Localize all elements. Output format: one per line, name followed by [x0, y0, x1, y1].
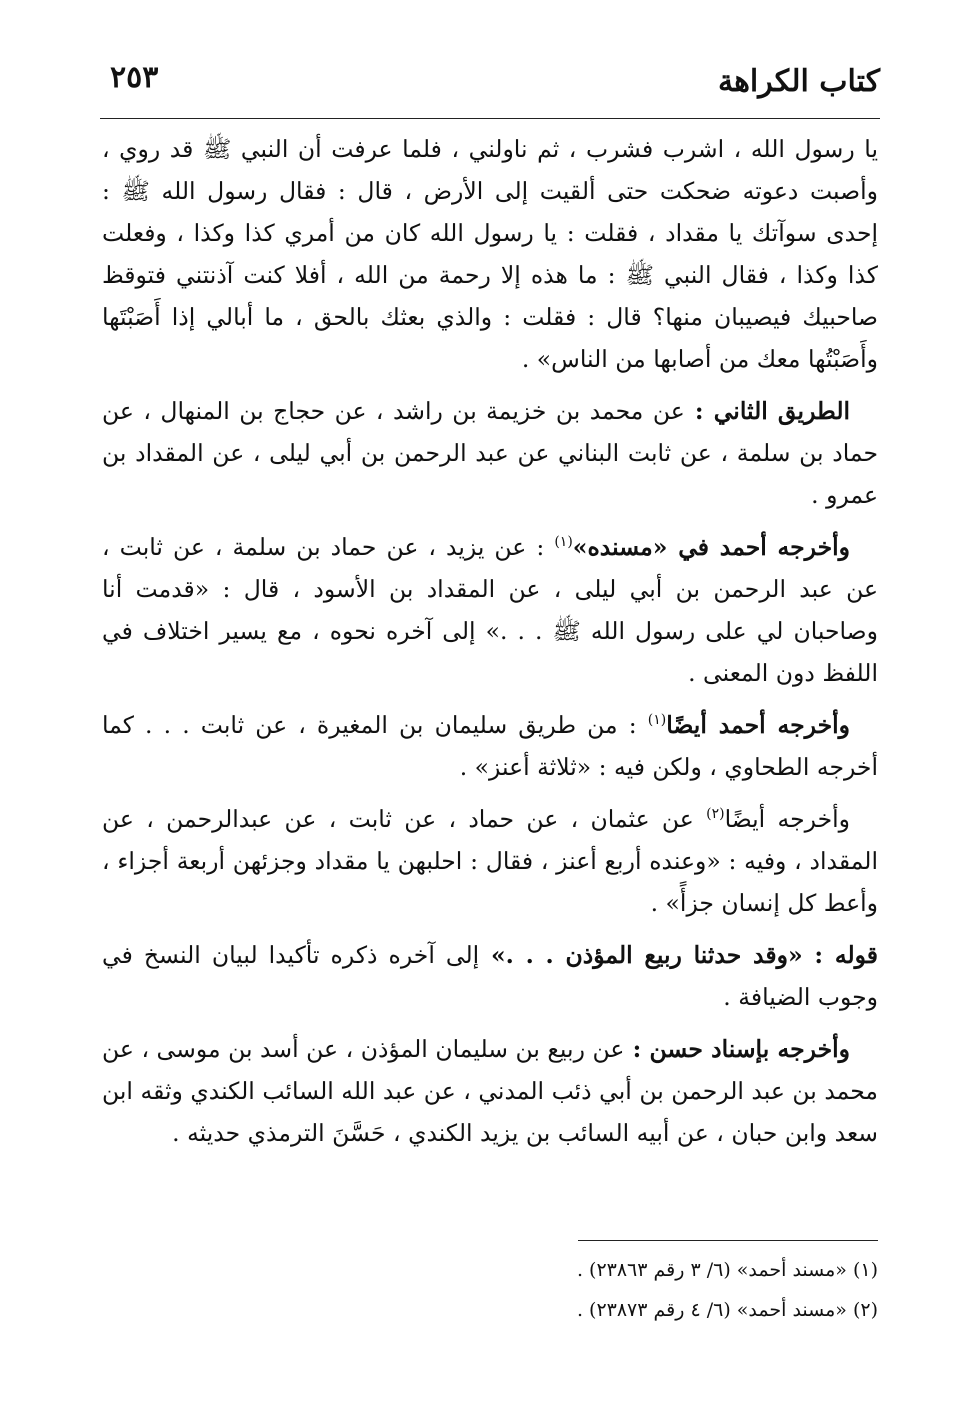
- page-number: ٢٥٣: [110, 60, 159, 95]
- footnote-rule: [578, 1240, 878, 1241]
- text-run: عن ربيع بن سليمان المؤذن ، عن أسد بن موسى ، عن محمد بن عبد الرحمن بن أبي ذئب المدني ، عن عبد الله السائب الكندي وثقه ابن سعد وابن حبان ، عن أبيه السائب بن يزيد الكندي ، حَسَّنَ الترمذي حديثه .: [102, 1035, 878, 1147]
- footnote-ref: (١): [647, 712, 667, 729]
- footnote-ref: (١): [554, 534, 573, 551]
- footnote-ref: (٢): [706, 806, 725, 823]
- footnote: (١) «مسند أحمد» (٦/ ٣ رقم ٢٣٨٦٣) .: [576, 1259, 878, 1281]
- text-run: عن عثمان ، عن حماد ، عن ثابت ، عن عبدالرحمن ، عن المقداد ، وفيه : «وعنده أربع أعنز ، فقال : احلبهن يا مقداد وجزئهن أربعة أجزاء ، وأعط كل إنسان جزأً» .: [102, 805, 878, 917]
- main-text: [102, 128, 878, 1164]
- bold-lead: قوله : «وقد حدثنا ربيع المؤذن . . .»: [479, 941, 879, 969]
- paragraph: [102, 128, 878, 380]
- text-run: : من طريق سليمان بن المغيرة ، عن ثابت . . . كما أخرجه الطحاوي ، ولكن فيه : «ثلاثة أعنز» .: [102, 711, 878, 781]
- text-run: وأخرجه أيضًا: [724, 805, 851, 833]
- text-run: إلى آخره ذكره تأكيدا لبيان النسخ في وجوب الضيافة .: [102, 941, 878, 1011]
- text-run: : عن يزيد ، عن حماد بن سلمة ، عن ثابت ، عن عبد الرحمن بن أبي ليلى ، عن المقداد بن الأسود ، قال : «قدمت أنا وصاحبان لي على رسول الله ﷺ . . .» إلى آخره نحوه ، مع يسير اختلاف في اللفظ دون المعنى .: [102, 533, 878, 687]
- bold-lead: وأخرجه أحمد في «مسنده»: [572, 533, 850, 561]
- bold-lead: الطريق الثاني :: [684, 397, 851, 425]
- running-title: كتاب الكراهة: [718, 64, 880, 99]
- page-header: [100, 56, 880, 116]
- paragraph: [102, 1028, 878, 1154]
- footnote: (٢) «مسند أحمد» (٦/ ٤ رقم ٢٣٨٧٣) .: [576, 1299, 878, 1321]
- text-run: يا رسول الله ، اشرب فشرب ، ثم ناولني ، فلما عرفت أن النبي ﷺ قد روي ، وأصبت دعوته ضحكت حتى ألقيت إلى الأرض ، قال : فقال رسول الله ﷺ : إحدى سوآتك يا مقداد ، فقلت : يا رسول الله كان من أمري كذا وكذا ، وفعلت كذا وكذا ، فقال النبي ﷺ : ما هذه إلا رحمة من الله ، أفلا كنت آذنتني فتوقظ صاحبيك فيصيبان منها؟ قال : فقلت : والذي بعثك بالحق ، ما أبالي إذا أَصَبْتَها وأَصَبْتُها معك من أصابها من الناس» .: [102, 135, 878, 373]
- bold-lead: وأخرجه بإسناد حسن :: [624, 1035, 850, 1063]
- bold-lead: وأخرجه أحمد أيضًا: [666, 711, 850, 739]
- paragraph: [102, 390, 878, 516]
- footnotes: [102, 1250, 878, 1330]
- paragraph: [102, 798, 878, 924]
- paragraph: [102, 526, 878, 694]
- text-run: عن محمد بن خزيمة بن راشد ، عن حجاج بن المنهال ، عن حماد بن سلمة ، عن ثابت البناني عن عبد الرحمن بن أبي ليلى ، عن المقداد بن عمرو .: [102, 397, 878, 509]
- paragraph: [102, 934, 878, 1018]
- header-rule: [100, 118, 880, 119]
- paragraph: [102, 704, 878, 788]
